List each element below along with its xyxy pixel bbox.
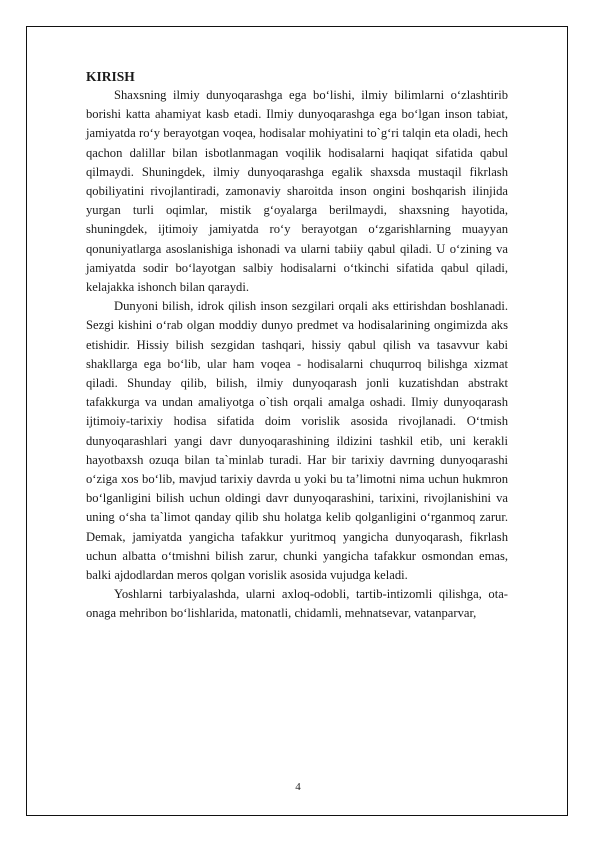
page-number: 4 — [295, 781, 301, 793]
section-heading: KIRISH — [86, 69, 135, 84]
paragraph: Shaxsning ilmiy dunyoqarashga ega bo‘lishi, ilmiy bilimlarni o‘zlashtirib borishi katta ahamiyat kasb etadi. Ilmiy dunyoqarashga ega bo‘lgan inson tabiat, jamiyatda ro‘y berayotgan voqea, hodisalar mohiyatini to`g‘ri talqin eta oladi, hech qachon dalillar bilan isbotlanmagan voqilik hodisalarni haqiqat sifatida qabul qilmaydi. Shuningdek, ilmiy dunyoqarashga egalik shaxsda mustaqil fikrlash qobiliyatini rivojlantiradi, zamonaviy sharoitda inson ongini boshqarish ilinjida yurgan turli oqimlar, mistik g‘oyalarga berilmaydi, shaxsning hayotida, shuningdek, ijtimoiy jamiyatda ro‘y berayotgan o‘zgarishlarning muayyan qonuniyatlarga asoslanishiga ishonadi va ularni tabiiy qabul qiladi. U o‘zining va jamiyatda sodir bo‘layotgan salbiy hodisalarni o‘tkinchi sifatida qabul qiladi, kelajakka ishonch bilan qaraydi. — [86, 88, 508, 295]
document-body — [86, 68, 508, 624]
paragraph: Dunyoni bilish, idrok qilish inson sezgilari orqali aks ettirishdan boshlanadi. Sezgi kishini o‘rab olgan moddiy dunyo predmet va hodisalarining ongimizda aks etishidir. Hissiy bilish sezgidan tashqari, hissiy qabul qilish va tasavvur kabi shakllarga ega bo‘lib, ular ham voqea - hodisalarni chuqurroq bilishga xizmat qiladi. Shunday qilib, bilish, ilmiy dunyoqarash jonli kuzatishdan abstrakt tafakkurga va undan amaliyotga o`tish orqali amalga oshadi. Ilmiy dunyoqarash ijtimoiy-tarixiy hodisa sifatida doim vorislik asosida rivojlanadi. O‘tmish dunyoqarashlari yangi davr dunyoqarashining ildizini tashkil etib, uni kerakli hayotbaxsh ozuqa bilan ta`minlab turadi. Har bir tarixiy davrning dunyoqarashi o‘ziga xos bo‘lib, mavjud tarixiy davrda u yoki bu ta’limotni nima uchun hukmron bo‘lganligini bilish uchun oldingi davr dunyoqarashini, tarixini, rivojlanishini va uning o‘sha ta`limot qanday qilib shu holatga kelib qolganligini o‘rganmoq zarur. Demak, jamiyatda yangicha tafakkur yuritmoq yangicha dunyoqarash, fikrlash uchun albatta o‘tmishni bilish zarur, chunki yangicha tafakkur osmondan emas, balki ajdodlardan meros qolgan vorislik asosida vujudga keladi. — [86, 299, 508, 583]
paragraph: Yoshlarni tarbiyalashda, ularni axloq-odobli, tartib-intizomli qilishga, ota-onaga mehribon bo‘lishlarida, matonatli, chidamli, mehnatsevar, vatanparvar, — [86, 587, 508, 621]
